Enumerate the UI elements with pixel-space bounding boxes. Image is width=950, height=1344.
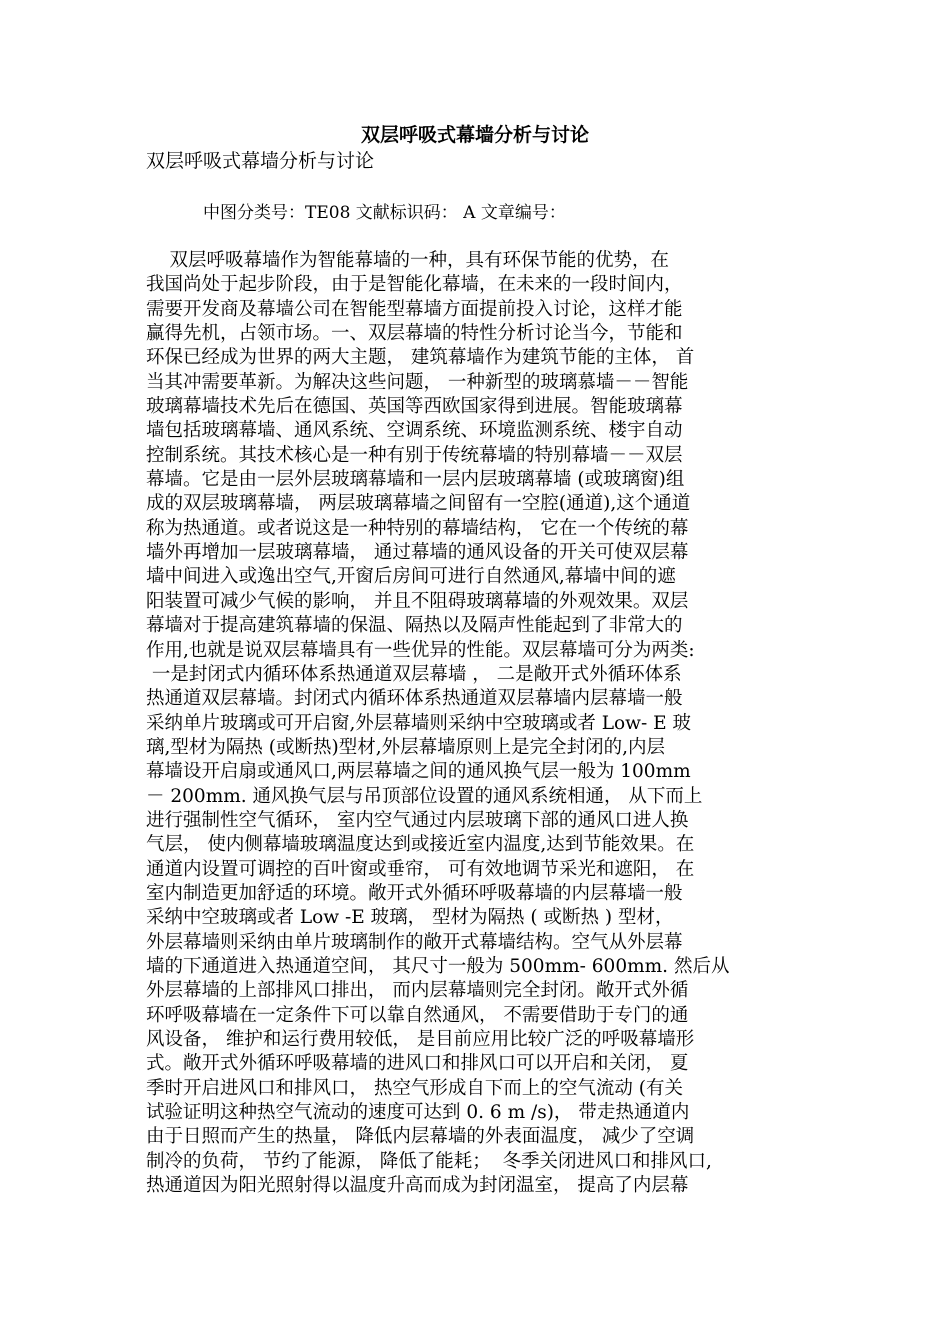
body-line: － 200mm. 通风换气层与吊顶部位设置的通风系统相通， 从下而上 — [146, 785, 703, 807]
body-line: 环呼吸幕墙在一定条件下可以靠自然通风， 不需要借助于专门的通 — [146, 1004, 689, 1026]
body-line: 墙中间进入或逸出空气,开窗后房间可进行自然通风,幕墙中间的遮 — [146, 566, 676, 588]
body-line: 需要开发商及幕墙公司在智能型幕墙方面提前投入讨论，这样才能 — [146, 298, 683, 320]
body-line: 控制系统。其技术核心是一种有别于传统幕墙的特别幕墙－－双层 — [146, 444, 683, 466]
body-line: 我国尚处于起步阶段，由于是智能化幕墙，在未来的一段时间内， — [146, 274, 683, 296]
document-title: 双层呼吸式幕墙分析与讨论 — [360, 124, 589, 146]
body-line: 由于日照而产生的热量， 降低内层幕墙的外表面温度， 减少了空调 — [146, 1126, 695, 1148]
body-line: 双层呼吸幕墙作为智能幕墙的一种，具有环保节能的优势，在 — [146, 250, 670, 271]
body-line: 采纳单片玻璃或可开启窗,外层幕墙则采纳中空玻璃或者 Low- E 玻 — [146, 712, 692, 734]
body-line: 环保已经成为世界的两大主题， 建筑幕墙作为建筑节能的主体， 首 — [146, 347, 695, 369]
body-line: 幕墙对于提高建筑幕墙的保温、隔热以及隔声性能起到了非常大的 — [146, 615, 683, 637]
body-line: 热通道双层幕墙。封闭式内循环体系热通道双层幕墙内层幕墙一般 — [146, 688, 683, 710]
body-line: 采纳中空玻璃或者 Low -E 玻璃， 型材为隔热 ( 或断热 ) 型材， — [146, 907, 674, 929]
body-paragraph — [146, 249, 810, 1198]
body-line: 室内制造更加舒适的环境。敞开式外循环呼吸幕墙的内层幕墙一般 — [146, 882, 683, 904]
body-line: 一是封闭式内循环体系热通道双层幕墙 ， 二是敞开式外循环体系 — [146, 663, 682, 685]
body-line: 式。敞开式外循环呼吸幕墙的进风口和排风口可以开启和关闭， 夏 — [146, 1053, 689, 1075]
body-line: 墙包括玻璃幕墙、通风系统、空调系统、环境监测系统、楼宇自动 — [146, 420, 683, 442]
body-line: 墙的下通道进入热通道空间， 其尺寸一般为 500mm- 600mm. 然后从 — [146, 955, 730, 977]
body-line: 风设备， 维护和运行费用较低， 是目前应用比较广泛的呼吸幕墙形 — [146, 1029, 695, 1050]
body-line: 外层幕墙的上部排风口排出， 而内层幕墙则完全封闭。敞开式外循 — [146, 980, 689, 1002]
body-line: 进行强制性空气循环， 室内空气通过内层玻璃下部的通风口进人换 — [146, 809, 689, 831]
body-line: 试验证明这种热空气流动的速度可达到 0. 6 m /s)， 带走热通道内 — [146, 1102, 690, 1124]
body-line: 热通道因为阳光照射得以温度升高而成为封闭温室， 提高了内层幕 — [146, 1175, 689, 1197]
body-line: 赢得先机，占领市场。一、双层幕墙的特性分析讨论当今，节能和 — [146, 323, 683, 345]
body-line: 外层幕墙则采纳由单片玻璃制作的敞开式幕墙结构。空气从外层幕 — [146, 931, 683, 953]
body-line: 成的双层玻璃幕墙， 两层玻璃幕墙之间留有一空腔(通道),这个通道 — [146, 493, 691, 515]
body-line: 气层， 使内侧幕墙玻璃温度达到或接近室内温度,达到节能效果。在 — [146, 834, 695, 856]
body-line: 璃,型材为隔热 (或断热)型材,外层幕墙原则上是完全封闭的,内层 — [146, 736, 665, 758]
body-line: 作用,也就是说双层幕墙具有一些优异的性能。双层幕墙可分为两类: — [146, 639, 695, 661]
body-line: 制冷的负荷， 节约了能源， 降低了能耗； 冬季关闭进风口和排风口, — [146, 1150, 712, 1172]
body-line: 阳装置可减少气候的影响， 并且不阻碍玻璃幕墙的外观效果。双层 — [146, 590, 689, 612]
body-line: 玻璃幕墙技术先后在德国、英国等西欧国家得到进展。智能玻璃幕 — [146, 396, 683, 418]
body-line: 幕墙设开启扇或通风口,两层幕墙之间的通风换气层一般为 100mm — [146, 761, 691, 783]
body-line: 当其冲需要革新。为解决这些问题， 一种新型的玻璃慕墙－－智能 — [146, 371, 689, 393]
body-line: 幕墙。它是由一层外层玻璃幕墙和一层内层玻璃幕墙 (或玻璃窗)组 — [146, 469, 685, 491]
document-subtitle: 双层呼吸式幕墙分析与讨论 — [146, 150, 375, 172]
body-line: 墙外再增加一层玻璃幕墙， 通过幕墙的通风设备的开关可使双层幕 — [146, 542, 689, 564]
body-line: 称为热通道。或者说这是一种特别的幕墙结构， 它在一个传统的幕 — [146, 517, 689, 539]
body-line: 通道内设置可调控的百叶窗或垂帘， 可有效地调节采光和遮阳， 在 — [146, 858, 695, 880]
classification-line: 中图分类号：TE08 文献标识码： A 文章编号： — [203, 203, 566, 223]
body-line: 季时开启进风口和排风口， 热空气形成自下而上的空气流动 (有关 — [146, 1077, 683, 1099]
